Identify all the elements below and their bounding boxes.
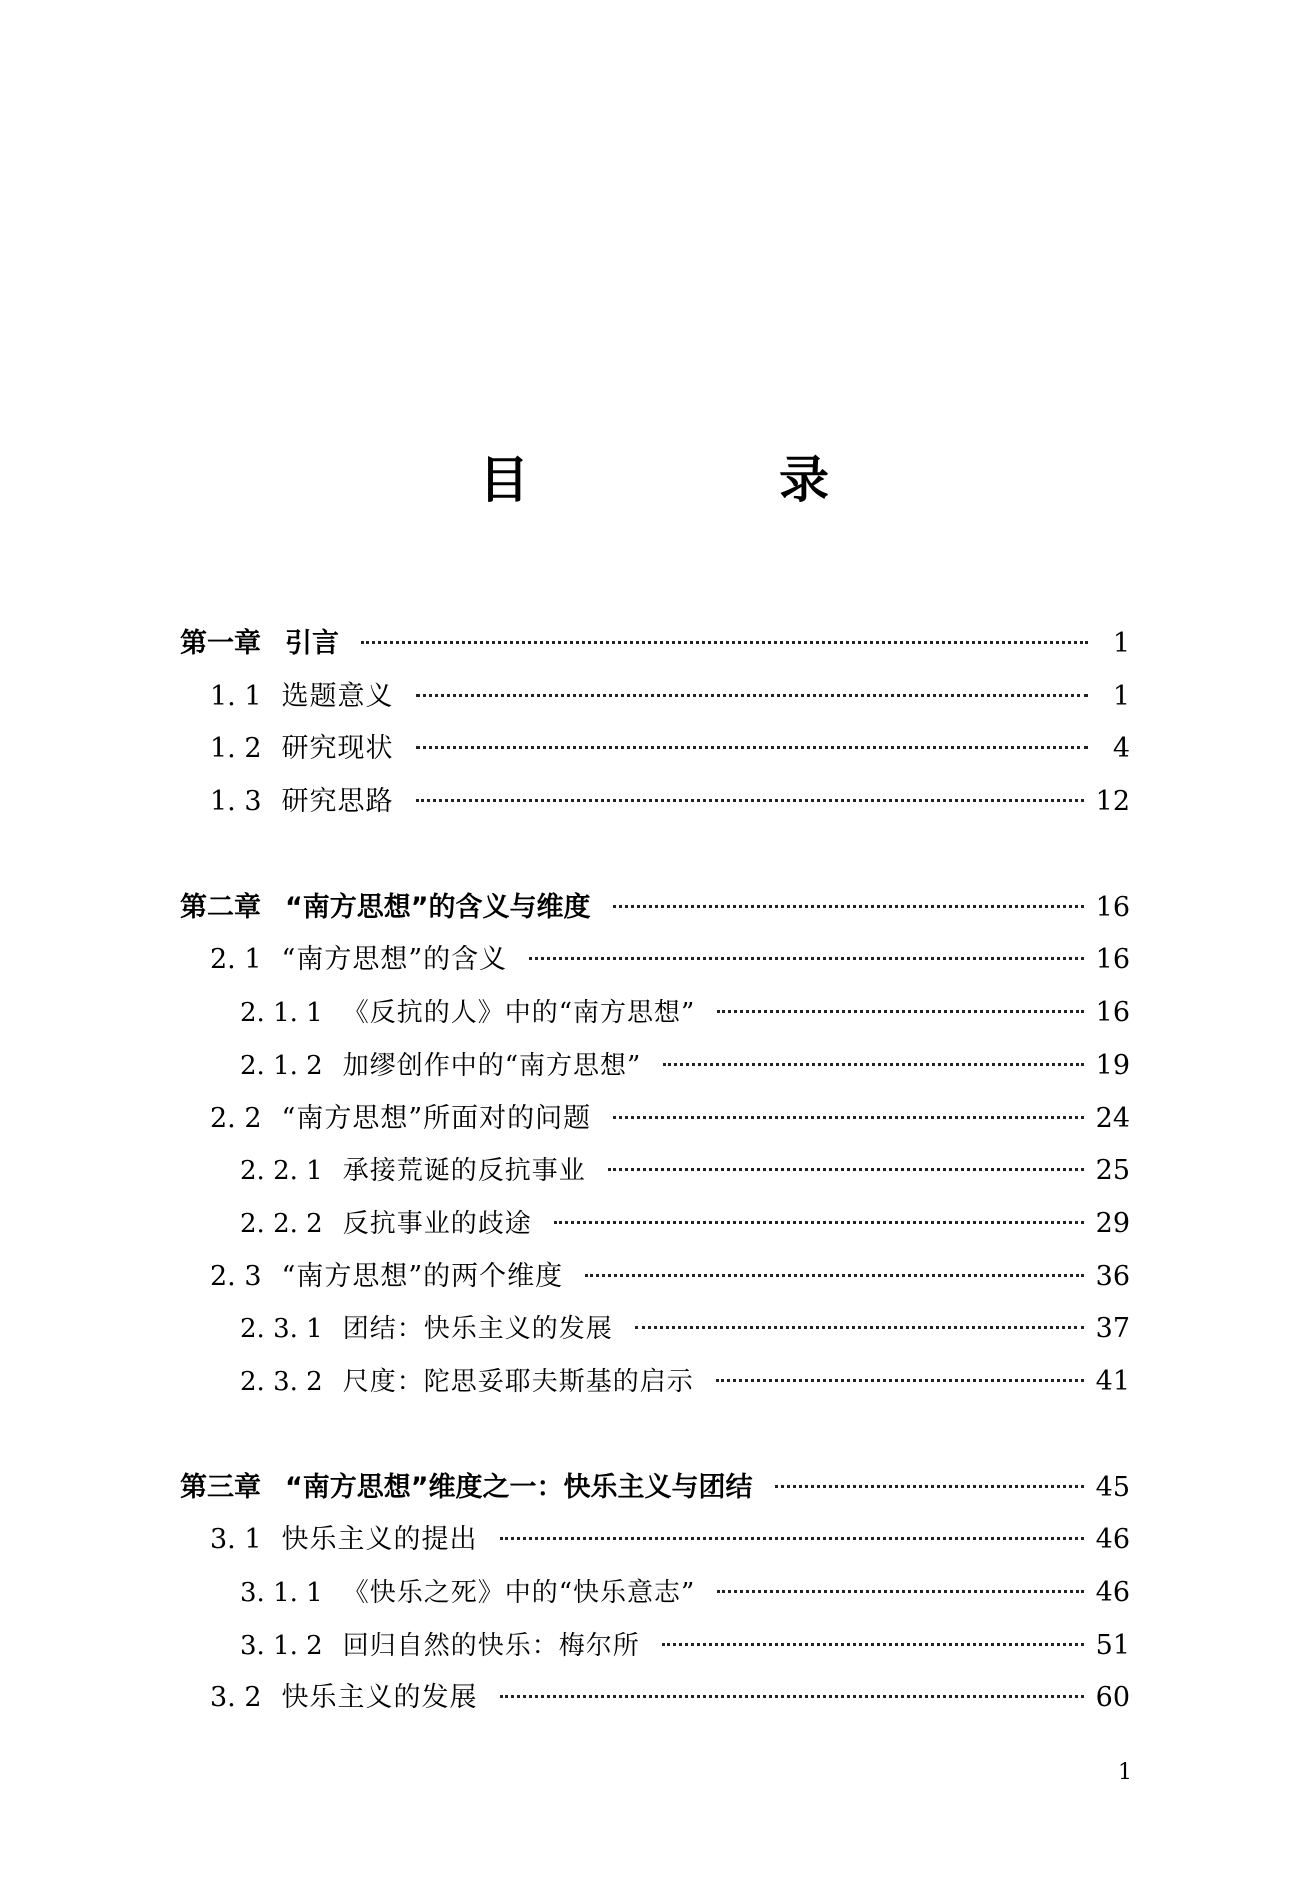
toc-page-number: 16 (1095, 891, 1130, 923)
dot-leader (717, 1010, 1083, 1013)
toc-label: 选题意义 (281, 680, 394, 712)
toc-label: “南方思想”的含义 (281, 944, 508, 976)
chapter-spacer (180, 829, 1130, 882)
toc-section-1-2[interactable] (180, 723, 1130, 776)
page-folio-number: 1 (1118, 1760, 1132, 1785)
toc-number: 2. 2 (210, 1102, 262, 1134)
dot-leader (716, 1379, 1084, 1382)
dot-leader (608, 1168, 1084, 1171)
toc-label: 快乐主义的发展 (281, 1682, 478, 1714)
dot-leader (361, 641, 1088, 644)
dot-leader (529, 957, 1084, 960)
toc-page-number: 46 (1095, 1577, 1130, 1608)
toc-label: 尺度：陀思妥耶夫斯基的启示 (342, 1366, 694, 1397)
dot-leader (554, 1221, 1084, 1224)
toc-section-3-2[interactable] (180, 1672, 1130, 1725)
toc-page-number: 51 (1095, 1629, 1130, 1661)
toc-number: 2. 1. 2 (240, 1050, 323, 1081)
toc-subsection-2-1-1[interactable] (180, 987, 1130, 1040)
dot-leader (663, 1063, 1083, 1066)
toc-page-number: 41 (1095, 1365, 1130, 1397)
table-of-contents (180, 618, 1130, 1725)
toc-chapter-2[interactable] (180, 882, 1130, 935)
toc-number: 第三章 (180, 1471, 261, 1503)
toc-page-number: 25 (1095, 1155, 1130, 1187)
toc-number: 2. 1. 1 (240, 998, 323, 1029)
toc-section-1-3[interactable] (180, 776, 1130, 829)
toc-section-2-2[interactable] (180, 1093, 1130, 1146)
dot-leader (416, 746, 1088, 749)
toc-page-number: 19 (1095, 1049, 1130, 1081)
dot-leader (585, 1274, 1084, 1277)
toc-label: 研究现状 (281, 733, 394, 765)
toc-subsection-3-1-1[interactable] (180, 1567, 1130, 1620)
toc-label: “南方思想”所面对的问题 (281, 1102, 592, 1134)
toc-label: 反抗事业的歧途 (342, 1208, 532, 1239)
page-title: 目 录 (479, 451, 929, 509)
toc-number: 2. 3 (210, 1260, 262, 1292)
toc-number: 第一章 (180, 628, 261, 659)
dot-leader (500, 1537, 1084, 1540)
toc-label: “南方思想”维度之一：快乐主义与团结 (285, 1471, 753, 1503)
toc-page-number: 29 (1095, 1207, 1130, 1239)
toc-number: 3. 1 (210, 1524, 262, 1556)
toc-label: 承接荒诞的反抗事业 (342, 1156, 586, 1187)
toc-number: 1. 1 (210, 680, 262, 712)
dot-leader (717, 1590, 1083, 1593)
toc-number: 3. 2 (210, 1682, 262, 1714)
toc-page-number: 46 (1095, 1524, 1130, 1556)
toc-number: 1. 3 (210, 786, 262, 818)
toc-number: 第二章 (180, 891, 261, 923)
toc-subsection-3-1-2[interactable] (180, 1620, 1130, 1673)
toc-chapter-3[interactable] (180, 1462, 1130, 1515)
toc-number: 2. 1 (210, 944, 262, 976)
toc-subsection-2-2-1[interactable] (180, 1145, 1130, 1198)
toc-number: 2. 2. 2 (240, 1208, 323, 1239)
toc-label: 研究思路 (281, 786, 394, 818)
toc-label: “南方思想”的含义与维度 (285, 891, 591, 923)
toc-chapter-1[interactable] (180, 618, 1130, 671)
dot-leader (613, 905, 1084, 908)
toc-page-number: 45 (1095, 1471, 1130, 1503)
toc-label: 加缪创作中的“南方思想” (342, 1050, 642, 1081)
toc-number: 2. 3. 2 (240, 1366, 323, 1397)
toc-page-number: 12 (1095, 786, 1130, 818)
toc-page-number: 1 (1112, 628, 1130, 659)
dot-leader (662, 1643, 1084, 1646)
toc-page-number: 4 (1112, 733, 1130, 765)
dot-leader (500, 1695, 1084, 1698)
toc-page-number: 60 (1095, 1682, 1130, 1714)
toc-subsection-2-2-2[interactable] (180, 1198, 1130, 1251)
toc-label: 引言 (285, 628, 339, 659)
toc-number: 3. 1. 2 (240, 1630, 323, 1661)
toc-section-2-3[interactable] (180, 1251, 1130, 1304)
toc-subsection-2-3-1[interactable] (180, 1303, 1130, 1356)
toc-page-number: 16 (1095, 997, 1130, 1029)
toc-label: 团结：快乐主义的发展 (342, 1314, 613, 1345)
toc-label: “南方思想”的两个维度 (281, 1260, 564, 1292)
toc-subsection-2-1-2[interactable] (180, 1040, 1130, 1093)
toc-label: 快乐主义的提出 (281, 1524, 478, 1556)
toc-label: 《反抗的人》中的“南方思想” (342, 998, 696, 1029)
dot-leader (416, 694, 1088, 697)
toc-page-number: 1 (1112, 680, 1130, 712)
toc-number: 2. 2. 1 (240, 1156, 323, 1187)
toc-page-number: 36 (1095, 1260, 1130, 1292)
toc-page-number: 37 (1095, 1313, 1130, 1345)
toc-section-2-1[interactable] (180, 934, 1130, 987)
toc-number: 2. 3. 1 (240, 1314, 323, 1345)
toc-number: 3. 1. 1 (240, 1578, 323, 1608)
dot-leader (775, 1485, 1084, 1488)
toc-number: 1. 2 (210, 733, 262, 765)
toc-label: 《快乐之死》中的“快乐意志” (342, 1578, 696, 1608)
toc-page-number: 16 (1095, 944, 1130, 976)
toc-subsection-2-3-2[interactable] (180, 1356, 1130, 1409)
toc-section-1-1[interactable] (180, 671, 1130, 724)
chapter-spacer (180, 1409, 1130, 1462)
dot-leader (416, 799, 1084, 802)
toc-page-number: 24 (1095, 1102, 1130, 1134)
dot-leader (613, 1116, 1084, 1119)
dot-leader (635, 1326, 1084, 1329)
toc-section-3-1[interactable] (180, 1514, 1130, 1567)
toc-label: 回归自然的快乐：梅尔所 (342, 1630, 640, 1661)
